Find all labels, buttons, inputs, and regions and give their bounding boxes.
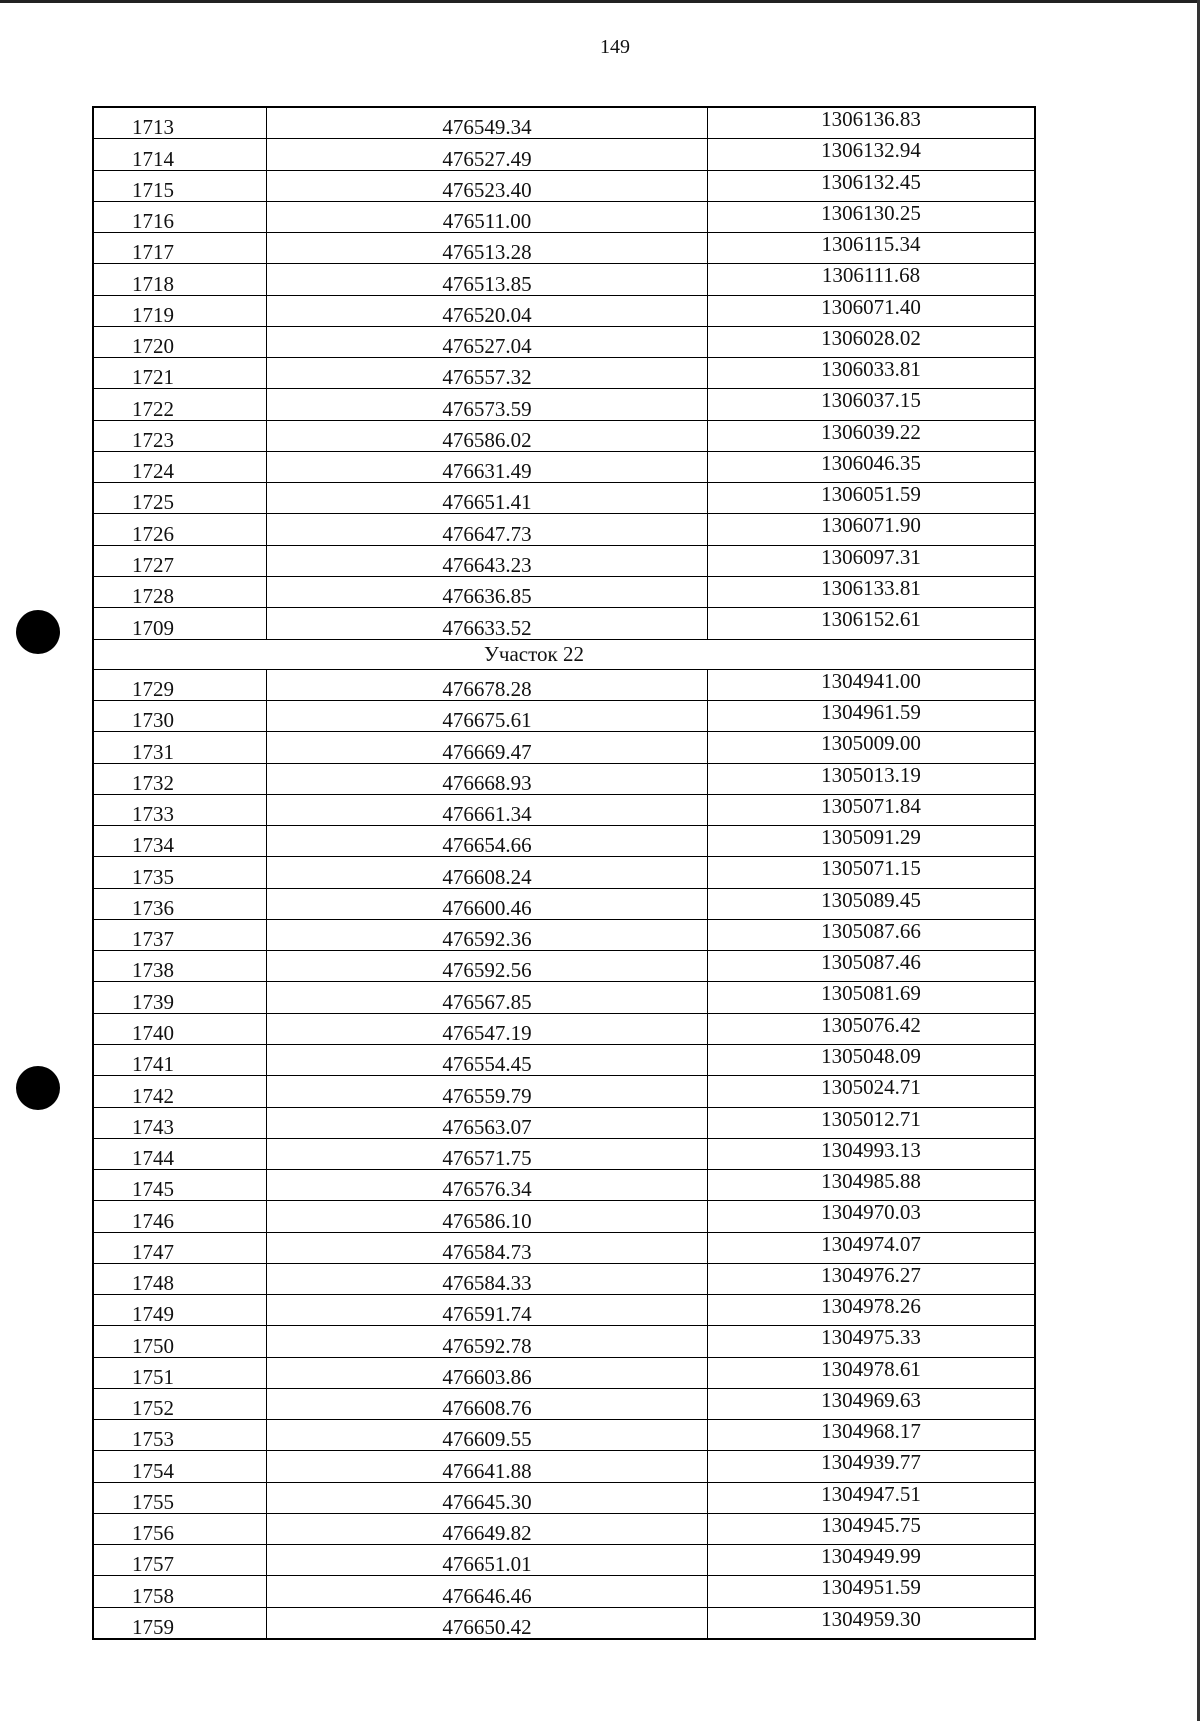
y-coordinate-cell: 1304961.59 [708, 701, 1036, 732]
y-coordinate-cell: 1304959.30 [708, 1607, 1036, 1639]
x-coordinate-cell: 476669.47 [267, 732, 708, 763]
x-coordinate-cell: 476592.36 [267, 919, 708, 950]
y-coordinate-cell: 1306133.81 [708, 576, 1036, 607]
table-row [93, 576, 1035, 607]
x-coordinate-cell: 476608.24 [267, 857, 708, 888]
table-row [93, 264, 1035, 295]
point-number-cell: 1755 [93, 1482, 267, 1513]
y-coordinate-cell: 1306115.34 [708, 233, 1036, 264]
y-coordinate-cell: 1305081.69 [708, 982, 1036, 1013]
table-row [93, 1576, 1035, 1607]
x-coordinate-cell: 476633.52 [267, 608, 708, 639]
table-row [93, 1388, 1035, 1419]
table-row [93, 1513, 1035, 1544]
x-coordinate-cell: 476584.33 [267, 1263, 708, 1294]
x-coordinate-cell: 476576.34 [267, 1170, 708, 1201]
x-coordinate-cell: 476523.40 [267, 170, 708, 201]
table-row [93, 763, 1035, 794]
x-coordinate-cell: 476547.19 [267, 1013, 708, 1044]
x-coordinate-cell: 476661.34 [267, 794, 708, 825]
y-coordinate-cell: 1306033.81 [708, 358, 1036, 389]
table-row [93, 170, 1035, 201]
table-row [93, 1451, 1035, 1482]
y-coordinate-cell: 1305009.00 [708, 732, 1036, 763]
y-coordinate-cell: 1306071.40 [708, 295, 1036, 326]
x-coordinate-cell: 476554.45 [267, 1044, 708, 1075]
y-coordinate-cell: 1305089.45 [708, 888, 1036, 919]
y-coordinate-cell: 1304947.51 [708, 1482, 1036, 1513]
point-number-cell: 1746 [93, 1201, 267, 1232]
section-header [93, 639, 1035, 669]
table-row [93, 1263, 1035, 1294]
point-number-cell: 1726 [93, 514, 267, 545]
table-row [93, 1420, 1035, 1451]
x-coordinate-cell: 476645.30 [267, 1482, 708, 1513]
table-row [93, 139, 1035, 170]
table-row [93, 1201, 1035, 1232]
table-row [93, 107, 1035, 139]
point-number-cell: 1750 [93, 1326, 267, 1357]
x-coordinate-cell: 476584.73 [267, 1232, 708, 1263]
point-number-cell: 1727 [93, 545, 267, 576]
table-row [93, 420, 1035, 451]
y-coordinate-cell: 1305071.15 [708, 857, 1036, 888]
section-row [93, 639, 1035, 669]
x-coordinate-cell: 476643.23 [267, 545, 708, 576]
point-number-cell: 1739 [93, 982, 267, 1013]
x-coordinate-cell: 476586.10 [267, 1201, 708, 1232]
y-coordinate-cell: 1305087.46 [708, 951, 1036, 982]
y-coordinate-cell: 1304969.63 [708, 1388, 1036, 1419]
y-coordinate-cell: 1304941.00 [708, 669, 1036, 700]
point-number-cell: 1757 [93, 1545, 267, 1576]
x-coordinate-cell: 476559.79 [267, 1076, 708, 1107]
x-coordinate-cell: 476631.49 [267, 451, 708, 482]
section-title-cell [93, 639, 1035, 669]
y-coordinate-cell: 1305012.71 [708, 1107, 1036, 1138]
table-row [93, 201, 1035, 232]
table-row [93, 1013, 1035, 1044]
x-coordinate-cell: 476573.59 [267, 389, 708, 420]
table-body-after-section [93, 669, 1035, 1639]
x-coordinate-cell: 476600.46 [267, 888, 708, 919]
y-coordinate-cell: 1306071.90 [708, 514, 1036, 545]
x-coordinate-cell: 476675.61 [267, 701, 708, 732]
table-row [93, 1076, 1035, 1107]
point-number-cell: 1715 [93, 170, 267, 201]
x-coordinate-cell: 476586.02 [267, 420, 708, 451]
x-coordinate-cell: 476513.85 [267, 264, 708, 295]
y-coordinate-cell: 1306037.15 [708, 389, 1036, 420]
table-row [93, 888, 1035, 919]
y-coordinate-cell: 1306152.61 [708, 608, 1036, 639]
x-coordinate-cell: 476557.32 [267, 358, 708, 389]
point-number-cell: 1743 [93, 1107, 267, 1138]
y-coordinate-cell: 1304968.17 [708, 1420, 1036, 1451]
point-number-cell: 1732 [93, 763, 267, 794]
x-coordinate-cell: 476651.01 [267, 1545, 708, 1576]
punch-hole-upper [16, 610, 60, 654]
table-row [93, 483, 1035, 514]
y-coordinate-cell: 1304985.88 [708, 1170, 1036, 1201]
table-row [93, 826, 1035, 857]
y-coordinate-cell: 1304978.61 [708, 1357, 1036, 1388]
table-row [93, 358, 1035, 389]
table-row [93, 982, 1035, 1013]
x-coordinate-cell: 476603.86 [267, 1357, 708, 1388]
point-number-cell: 1718 [93, 264, 267, 295]
y-coordinate-cell: 1304939.77 [708, 1451, 1036, 1482]
y-coordinate-cell: 1305076.42 [708, 1013, 1036, 1044]
x-coordinate-cell: 476527.04 [267, 326, 708, 357]
point-number-cell: 1736 [93, 888, 267, 919]
y-coordinate-cell: 1305071.84 [708, 794, 1036, 825]
punch-hole-lower [16, 1066, 60, 1110]
table-row [93, 732, 1035, 763]
x-coordinate-cell: 476609.55 [267, 1420, 708, 1451]
point-number-cell: 1729 [93, 669, 267, 700]
y-coordinate-cell: 1306051.59 [708, 483, 1036, 514]
x-coordinate-cell: 476636.85 [267, 576, 708, 607]
point-number-cell: 1730 [93, 701, 267, 732]
x-coordinate-cell: 476571.75 [267, 1138, 708, 1169]
point-number-cell: 1716 [93, 201, 267, 232]
table-row [93, 545, 1035, 576]
point-number-cell: 1721 [93, 358, 267, 389]
scan-edge-top [0, 0, 1200, 3]
y-coordinate-cell: 1306132.45 [708, 170, 1036, 201]
x-coordinate-cell: 476646.46 [267, 1576, 708, 1607]
table-row [93, 1295, 1035, 1326]
section-title: Участок 22 [484, 641, 584, 666]
x-coordinate-cell: 476649.82 [267, 1513, 708, 1544]
x-coordinate-cell: 476641.88 [267, 1451, 708, 1482]
point-number-cell: 1749 [93, 1295, 267, 1326]
y-coordinate-cell: 1304993.13 [708, 1138, 1036, 1169]
point-number-cell: 1733 [93, 794, 267, 825]
y-coordinate-cell: 1305013.19 [708, 763, 1036, 794]
table-row [93, 326, 1035, 357]
point-number-cell: 1714 [93, 139, 267, 170]
y-coordinate-cell: 1305091.29 [708, 826, 1036, 857]
table-row [93, 1357, 1035, 1388]
point-number-cell: 1737 [93, 919, 267, 950]
x-coordinate-cell: 476592.78 [267, 1326, 708, 1357]
point-number-cell: 1745 [93, 1170, 267, 1201]
y-coordinate-cell: 1304974.07 [708, 1232, 1036, 1263]
y-coordinate-cell: 1304970.03 [708, 1201, 1036, 1232]
point-number-cell: 1741 [93, 1044, 267, 1075]
point-number-cell: 1754 [93, 1451, 267, 1482]
x-coordinate-cell: 476513.28 [267, 233, 708, 264]
x-coordinate-cell: 476608.76 [267, 1388, 708, 1419]
y-coordinate-cell: 1305087.66 [708, 919, 1036, 950]
point-number-cell: 1709 [93, 608, 267, 639]
table-row [93, 1607, 1035, 1639]
point-number-cell: 1724 [93, 451, 267, 482]
point-number-cell: 1759 [93, 1607, 267, 1639]
x-coordinate-cell: 476651.41 [267, 483, 708, 514]
table-row [93, 701, 1035, 732]
point-number-cell: 1713 [93, 107, 267, 139]
y-coordinate-cell: 1305048.09 [708, 1044, 1036, 1075]
y-coordinate-cell: 1306039.22 [708, 420, 1036, 451]
coordinates-table [92, 106, 1036, 1640]
point-number-cell: 1742 [93, 1076, 267, 1107]
table-body-before-section [93, 107, 1035, 639]
table-row [93, 451, 1035, 482]
point-number-cell: 1758 [93, 1576, 267, 1607]
point-number-cell: 1723 [93, 420, 267, 451]
x-coordinate-cell: 476563.07 [267, 1107, 708, 1138]
table-row [93, 514, 1035, 545]
table-row [93, 1044, 1035, 1075]
x-coordinate-cell: 476527.49 [267, 139, 708, 170]
point-number-cell: 1744 [93, 1138, 267, 1169]
x-coordinate-cell: 476549.34 [267, 107, 708, 139]
y-coordinate-cell: 1306130.25 [708, 201, 1036, 232]
y-coordinate-cell: 1306046.35 [708, 451, 1036, 482]
x-coordinate-cell: 476654.66 [267, 826, 708, 857]
y-coordinate-cell: 1304945.75 [708, 1513, 1036, 1544]
table-row [93, 295, 1035, 326]
point-number-cell: 1731 [93, 732, 267, 763]
point-number-cell: 1748 [93, 1263, 267, 1294]
point-number-cell: 1734 [93, 826, 267, 857]
point-number-cell: 1725 [93, 483, 267, 514]
point-number-cell: 1728 [93, 576, 267, 607]
y-coordinate-cell: 1306132.94 [708, 139, 1036, 170]
x-coordinate-cell: 476591.74 [267, 1295, 708, 1326]
table-row [93, 1482, 1035, 1513]
table-row [93, 669, 1035, 700]
table-row [93, 233, 1035, 264]
table-row [93, 1170, 1035, 1201]
y-coordinate-cell: 1304978.26 [708, 1295, 1036, 1326]
x-coordinate-cell: 476650.42 [267, 1607, 708, 1639]
point-number-cell: 1747 [93, 1232, 267, 1263]
x-coordinate-cell: 476647.73 [267, 514, 708, 545]
table-row [93, 1107, 1035, 1138]
y-coordinate-cell: 1304975.33 [708, 1326, 1036, 1357]
x-coordinate-cell: 476668.93 [267, 763, 708, 794]
table-row [93, 389, 1035, 420]
y-coordinate-cell: 1304949.99 [708, 1545, 1036, 1576]
y-coordinate-cell: 1306028.02 [708, 326, 1036, 357]
y-coordinate-cell: 1306111.68 [708, 264, 1036, 295]
y-coordinate-cell: 1304976.27 [708, 1263, 1036, 1294]
point-number-cell: 1738 [93, 951, 267, 982]
table-row [93, 1326, 1035, 1357]
y-coordinate-cell: 1306136.83 [708, 107, 1036, 139]
y-coordinate-cell: 1304951.59 [708, 1576, 1036, 1607]
point-number-cell: 1753 [93, 1420, 267, 1451]
table-row [93, 919, 1035, 950]
point-number-cell: 1735 [93, 857, 267, 888]
x-coordinate-cell: 476511.00 [267, 201, 708, 232]
point-number-cell: 1719 [93, 295, 267, 326]
x-coordinate-cell: 476520.04 [267, 295, 708, 326]
point-number-cell: 1751 [93, 1357, 267, 1388]
x-coordinate-cell: 476567.85 [267, 982, 708, 1013]
table-row [93, 951, 1035, 982]
table-row [93, 794, 1035, 825]
x-coordinate-cell: 476678.28 [267, 669, 708, 700]
point-number-cell: 1720 [93, 326, 267, 357]
point-number-cell: 1752 [93, 1388, 267, 1419]
y-coordinate-cell: 1306097.31 [708, 545, 1036, 576]
page-number: 149 [600, 36, 630, 58]
y-coordinate-cell: 1305024.71 [708, 1076, 1036, 1107]
point-number-cell: 1717 [93, 233, 267, 264]
x-coordinate-cell: 476592.56 [267, 951, 708, 982]
point-number-cell: 1740 [93, 1013, 267, 1044]
table-row [93, 857, 1035, 888]
table-row [93, 1138, 1035, 1169]
table-row [93, 1545, 1035, 1576]
point-number-cell: 1722 [93, 389, 267, 420]
table-row [93, 1232, 1035, 1263]
table-row [93, 608, 1035, 639]
point-number-cell: 1756 [93, 1513, 267, 1544]
